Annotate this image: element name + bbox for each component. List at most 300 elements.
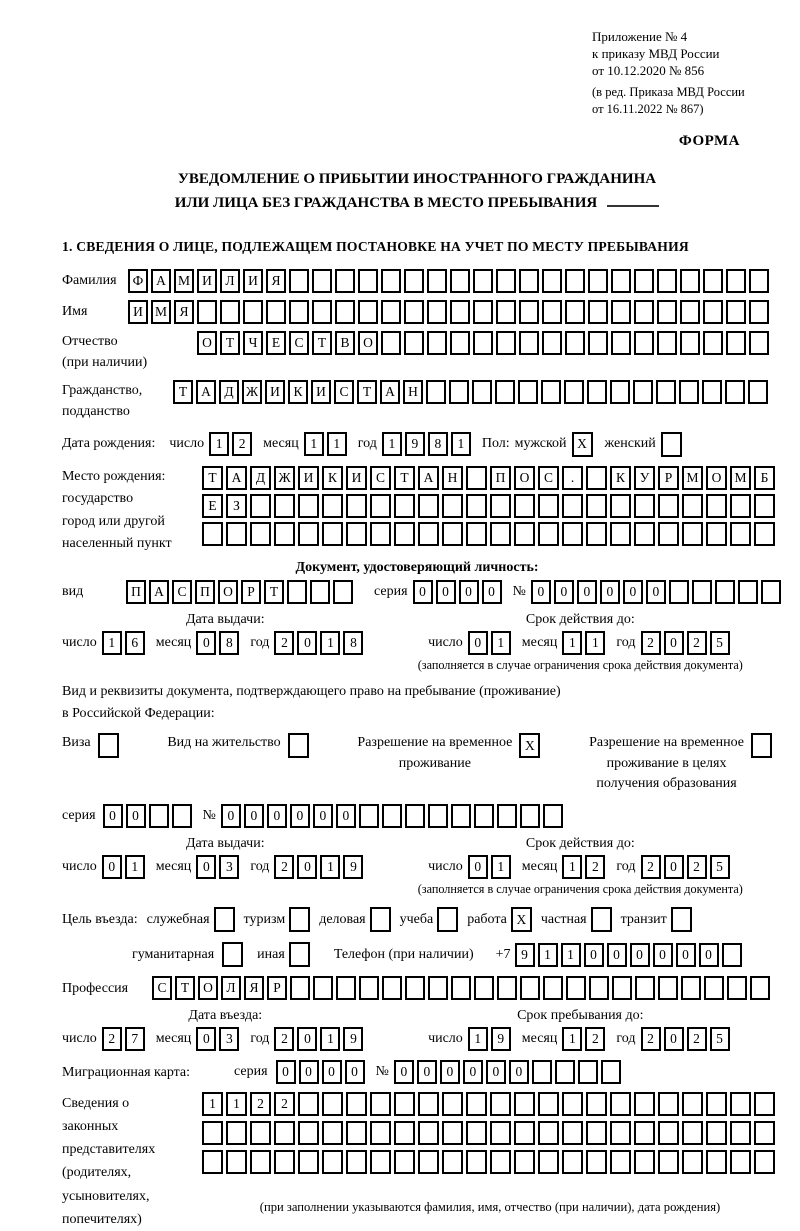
issue-year-input[interactable] — [274, 631, 366, 655]
char-cell[interactable] — [322, 494, 343, 518]
char-cell[interactable]: О — [706, 466, 727, 490]
char-cell[interactable] — [680, 331, 700, 355]
char-cell[interactable]: 0 — [440, 1060, 460, 1084]
char-cell[interactable] — [750, 976, 770, 1000]
issue-day-input[interactable] — [102, 631, 148, 655]
char-cell[interactable] — [634, 494, 655, 518]
char-cell[interactable] — [761, 580, 781, 604]
char-cell[interactable]: Б — [754, 466, 775, 490]
char-cell[interactable]: 2 — [641, 855, 661, 879]
char-cell[interactable]: 8 — [343, 631, 363, 655]
char-cell[interactable] — [730, 1092, 751, 1116]
char-cell[interactable] — [754, 522, 775, 546]
char-cell[interactable]: Д — [219, 380, 239, 404]
char-cell[interactable]: 1 — [226, 1092, 247, 1116]
representatives-input-row2[interactable] — [202, 1121, 778, 1145]
char-cell[interactable] — [730, 522, 751, 546]
char-cell[interactable] — [442, 1121, 463, 1145]
char-cell[interactable] — [682, 494, 703, 518]
char-cell[interactable]: К — [288, 380, 308, 404]
char-cell[interactable] — [266, 300, 286, 324]
char-cell[interactable]: 0 — [417, 1060, 437, 1084]
char-cell[interactable] — [427, 269, 447, 293]
char-cell[interactable] — [519, 300, 539, 324]
char-cell[interactable]: Т — [394, 466, 415, 490]
char-cell[interactable]: 0 — [126, 804, 146, 828]
char-cell[interactable]: А — [151, 269, 171, 293]
char-cell[interactable] — [322, 1092, 343, 1116]
char-cell[interactable] — [490, 522, 511, 546]
char-cell[interactable] — [490, 1092, 511, 1116]
char-cell[interactable] — [442, 522, 463, 546]
char-cell[interactable] — [274, 522, 295, 546]
char-cell[interactable]: И — [265, 380, 285, 404]
char-cell[interactable] — [226, 1121, 247, 1145]
char-cell[interactable]: У — [634, 466, 655, 490]
char-cell[interactable] — [726, 269, 746, 293]
char-cell[interactable] — [250, 522, 271, 546]
char-cell[interactable] — [514, 1150, 535, 1174]
char-cell[interactable] — [657, 300, 677, 324]
char-cell[interactable] — [562, 1092, 583, 1116]
char-cell[interactable]: 0 — [413, 580, 433, 604]
char-cell[interactable]: Р — [267, 976, 287, 1000]
char-cell[interactable] — [404, 300, 424, 324]
char-cell[interactable]: Р — [658, 466, 679, 490]
char-cell[interactable]: С — [370, 466, 391, 490]
char-cell[interactable] — [418, 522, 439, 546]
char-cell[interactable]: 0 — [267, 804, 287, 828]
char-cell[interactable] — [202, 1121, 223, 1145]
char-cell[interactable] — [418, 1150, 439, 1174]
char-cell[interactable] — [610, 380, 630, 404]
char-cell[interactable] — [335, 269, 355, 293]
char-cell[interactable]: 0 — [463, 1060, 483, 1084]
char-cell[interactable] — [538, 1150, 559, 1174]
char-cell[interactable]: 2 — [102, 1027, 122, 1051]
char-cell[interactable] — [450, 331, 470, 355]
char-cell[interactable] — [418, 494, 439, 518]
char-cell[interactable]: 1 — [304, 432, 324, 456]
char-cell[interactable] — [312, 269, 332, 293]
char-cell[interactable] — [703, 300, 723, 324]
char-cell[interactable] — [312, 300, 332, 324]
char-cell[interactable]: О — [514, 466, 535, 490]
residence-issue-year-input[interactable] — [274, 855, 366, 879]
char-cell[interactable]: 7 — [125, 1027, 145, 1051]
char-cell[interactable] — [466, 466, 487, 490]
char-cell[interactable] — [658, 522, 679, 546]
char-cell[interactable] — [514, 494, 535, 518]
char-cell[interactable] — [754, 1121, 775, 1145]
char-cell[interactable] — [496, 300, 516, 324]
char-cell[interactable] — [370, 1121, 391, 1145]
entry-year-input[interactable] — [274, 1027, 366, 1051]
char-cell[interactable] — [680, 300, 700, 324]
char-cell[interactable] — [370, 1092, 391, 1116]
char-cell[interactable] — [451, 804, 471, 828]
char-cell[interactable] — [588, 269, 608, 293]
char-cell[interactable] — [722, 943, 742, 967]
char-cell[interactable] — [381, 269, 401, 293]
char-cell[interactable] — [611, 331, 631, 355]
char-cell[interactable]: 2 — [250, 1092, 271, 1116]
char-cell[interactable]: 0 — [577, 580, 597, 604]
char-cell[interactable] — [202, 1150, 223, 1174]
char-cell[interactable]: 0 — [584, 943, 604, 967]
char-cell[interactable] — [726, 331, 746, 355]
char-cell[interactable]: 0 — [313, 804, 333, 828]
char-cell[interactable]: Т — [220, 331, 240, 355]
char-cell[interactable] — [518, 380, 538, 404]
char-cell[interactable] — [474, 804, 494, 828]
char-cell[interactable]: Я — [174, 300, 194, 324]
char-cell[interactable] — [298, 522, 319, 546]
char-cell[interactable]: Т — [173, 380, 193, 404]
char-cell[interactable]: 1 — [491, 855, 511, 879]
char-cell[interactable]: 1 — [209, 432, 229, 456]
char-cell[interactable]: 2 — [585, 1027, 605, 1051]
char-cell[interactable] — [358, 300, 378, 324]
char-cell[interactable] — [381, 300, 401, 324]
char-cell[interactable]: С — [152, 976, 172, 1000]
char-cell[interactable]: О — [197, 331, 217, 355]
char-cell[interactable] — [611, 300, 631, 324]
char-cell[interactable] — [519, 269, 539, 293]
char-cell[interactable]: Т — [202, 466, 223, 490]
char-cell[interactable] — [564, 380, 584, 404]
purpose-humanitarian-checkbox[interactable] — [222, 942, 243, 967]
char-cell[interactable] — [586, 466, 607, 490]
char-cell[interactable] — [610, 494, 631, 518]
char-cell[interactable] — [543, 976, 563, 1000]
char-cell[interactable] — [359, 804, 379, 828]
char-cell[interactable]: 0 — [646, 580, 666, 604]
char-cell[interactable] — [520, 976, 540, 1000]
purpose-work-checkbox[interactable]: X — [511, 907, 532, 932]
char-cell[interactable]: 1 — [585, 631, 605, 655]
char-cell[interactable] — [250, 494, 271, 518]
representatives-input-row1[interactable] — [202, 1092, 778, 1116]
sex-male-checkbox[interactable]: X — [572, 432, 593, 457]
option-temp-residence-edu-checkbox[interactable] — [751, 733, 772, 758]
char-cell[interactable] — [680, 269, 700, 293]
char-cell[interactable]: 8 — [219, 631, 239, 655]
sex-female-checkbox[interactable] — [661, 432, 682, 457]
char-cell[interactable]: 1 — [320, 855, 340, 879]
char-cell[interactable]: 0 — [664, 1027, 684, 1051]
char-cell[interactable] — [298, 1150, 319, 1174]
char-cell[interactable]: 0 — [653, 943, 673, 967]
char-cell[interactable]: 0 — [297, 631, 317, 655]
char-cell[interactable] — [450, 300, 470, 324]
char-cell[interactable]: 0 — [322, 1060, 342, 1084]
char-cell[interactable] — [532, 1060, 552, 1084]
char-cell[interactable]: 0 — [297, 1027, 317, 1051]
char-cell[interactable] — [706, 494, 727, 518]
entry-month-input[interactable] — [196, 1027, 242, 1051]
profession-input[interactable] — [152, 976, 773, 1000]
birthdate-month-input[interactable] — [304, 432, 350, 456]
char-cell[interactable] — [226, 522, 247, 546]
char-cell[interactable]: 1 — [561, 943, 581, 967]
char-cell[interactable] — [496, 331, 516, 355]
char-cell[interactable]: А — [418, 466, 439, 490]
char-cell[interactable] — [681, 976, 701, 1000]
char-cell[interactable]: 1 — [320, 1027, 340, 1051]
char-cell[interactable]: 0 — [623, 580, 643, 604]
char-cell[interactable] — [610, 1121, 631, 1145]
char-cell[interactable] — [490, 1121, 511, 1145]
char-cell[interactable]: Н — [403, 380, 423, 404]
char-cell[interactable] — [706, 522, 727, 546]
char-cell[interactable] — [514, 1121, 535, 1145]
char-cell[interactable]: 2 — [274, 1027, 294, 1051]
char-cell[interactable]: 0 — [345, 1060, 365, 1084]
birthplace-input-row3[interactable] — [202, 522, 778, 546]
char-cell[interactable] — [586, 1092, 607, 1116]
char-cell[interactable] — [634, 331, 654, 355]
citizenship-input[interactable] — [173, 380, 771, 404]
char-cell[interactable] — [682, 522, 703, 546]
char-cell[interactable] — [322, 522, 343, 546]
residence-issue-month-input[interactable] — [196, 855, 242, 879]
char-cell[interactable]: Р — [241, 580, 261, 604]
char-cell[interactable]: 2 — [274, 631, 294, 655]
char-cell[interactable]: 9 — [343, 855, 363, 879]
char-cell[interactable] — [497, 804, 517, 828]
option-residence-permit-checkbox[interactable] — [288, 733, 309, 758]
char-cell[interactable] — [172, 804, 192, 828]
char-cell[interactable] — [610, 1150, 631, 1174]
char-cell[interactable]: 0 — [394, 1060, 414, 1084]
char-cell[interactable]: С — [538, 466, 559, 490]
char-cell[interactable]: 1 — [327, 432, 347, 456]
char-cell[interactable] — [394, 1092, 415, 1116]
char-cell[interactable]: А — [149, 580, 169, 604]
char-cell[interactable] — [449, 380, 469, 404]
char-cell[interactable] — [565, 300, 585, 324]
char-cell[interactable]: З — [226, 494, 247, 518]
char-cell[interactable] — [405, 804, 425, 828]
char-cell[interactable]: 1 — [202, 1092, 223, 1116]
char-cell[interactable] — [656, 380, 676, 404]
char-cell[interactable]: И — [197, 269, 217, 293]
char-cell[interactable] — [298, 1092, 319, 1116]
char-cell[interactable] — [635, 976, 655, 1000]
char-cell[interactable]: 1 — [102, 631, 122, 655]
char-cell[interactable] — [428, 804, 448, 828]
char-cell[interactable] — [346, 1150, 367, 1174]
char-cell[interactable]: 0 — [664, 631, 684, 655]
char-cell[interactable]: 0 — [676, 943, 696, 967]
char-cell[interactable] — [333, 580, 353, 604]
char-cell[interactable] — [754, 1150, 775, 1174]
char-cell[interactable]: 2 — [232, 432, 252, 456]
char-cell[interactable]: 0 — [436, 580, 456, 604]
char-cell[interactable] — [634, 1092, 655, 1116]
char-cell[interactable] — [466, 522, 487, 546]
char-cell[interactable] — [490, 494, 511, 518]
char-cell[interactable] — [427, 300, 447, 324]
char-cell[interactable] — [394, 522, 415, 546]
expiry-year-input[interactable] — [641, 631, 733, 655]
char-cell[interactable] — [274, 494, 295, 518]
char-cell[interactable]: 1 — [382, 432, 402, 456]
char-cell[interactable]: 1 — [562, 855, 582, 879]
char-cell[interactable]: 5 — [710, 631, 730, 655]
char-cell[interactable] — [336, 976, 356, 1000]
char-cell[interactable] — [220, 300, 240, 324]
char-cell[interactable] — [555, 1060, 575, 1084]
birthplace-input-row2[interactable] — [202, 494, 778, 518]
char-cell[interactable]: 1 — [451, 432, 471, 456]
char-cell[interactable] — [562, 522, 583, 546]
residence-issue-day-input[interactable] — [102, 855, 148, 879]
char-cell[interactable] — [474, 976, 494, 1000]
char-cell[interactable] — [404, 269, 424, 293]
char-cell[interactable] — [466, 1121, 487, 1145]
stay-year-input[interactable] — [641, 1027, 733, 1051]
char-cell[interactable] — [426, 380, 446, 404]
char-cell[interactable]: Я — [266, 269, 286, 293]
char-cell[interactable] — [226, 1150, 247, 1174]
char-cell[interactable] — [578, 1060, 598, 1084]
char-cell[interactable]: 2 — [274, 1092, 295, 1116]
char-cell[interactable]: Л — [221, 976, 241, 1000]
char-cell[interactable]: 0 — [299, 1060, 319, 1084]
char-cell[interactable] — [633, 380, 653, 404]
char-cell[interactable] — [562, 1121, 583, 1145]
birthdate-year-input[interactable] — [382, 432, 474, 456]
char-cell[interactable]: 0 — [244, 804, 264, 828]
char-cell[interactable] — [738, 580, 758, 604]
char-cell[interactable] — [703, 269, 723, 293]
char-cell[interactable] — [520, 804, 540, 828]
char-cell[interactable] — [730, 494, 751, 518]
char-cell[interactable] — [473, 300, 493, 324]
char-cell[interactable] — [588, 300, 608, 324]
migration-number-input[interactable] — [394, 1060, 624, 1084]
char-cell[interactable] — [692, 580, 712, 604]
char-cell[interactable] — [370, 494, 391, 518]
char-cell[interactable] — [634, 522, 655, 546]
char-cell[interactable] — [322, 1150, 343, 1174]
char-cell[interactable] — [490, 1150, 511, 1174]
char-cell[interactable] — [322, 1121, 343, 1145]
char-cell[interactable] — [658, 1121, 679, 1145]
representatives-input-row3[interactable] — [202, 1150, 778, 1174]
char-cell[interactable] — [589, 976, 609, 1000]
phone-input[interactable] — [515, 943, 745, 967]
char-cell[interactable]: 0 — [509, 1060, 529, 1084]
char-cell[interactable] — [658, 494, 679, 518]
char-cell[interactable] — [538, 1121, 559, 1145]
purpose-business-checkbox[interactable] — [370, 907, 391, 932]
char-cell[interactable]: А — [196, 380, 216, 404]
char-cell[interactable] — [538, 522, 559, 546]
char-cell[interactable] — [726, 300, 746, 324]
char-cell[interactable]: Ч — [243, 331, 263, 355]
char-cell[interactable] — [634, 269, 654, 293]
char-cell[interactable]: 0 — [600, 580, 620, 604]
char-cell[interactable] — [541, 380, 561, 404]
char-cell[interactable]: 0 — [468, 855, 488, 879]
char-cell[interactable]: 9 — [405, 432, 425, 456]
stay-day-input[interactable] — [468, 1027, 514, 1051]
char-cell[interactable] — [298, 1121, 319, 1145]
char-cell[interactable]: 0 — [276, 1060, 296, 1084]
char-cell[interactable] — [442, 1150, 463, 1174]
char-cell[interactable]: 0 — [486, 1060, 506, 1084]
char-cell[interactable] — [427, 331, 447, 355]
char-cell[interactable]: М — [730, 466, 751, 490]
option-visa-checkbox[interactable] — [98, 733, 119, 758]
char-cell[interactable] — [715, 580, 735, 604]
char-cell[interactable]: С — [289, 331, 309, 355]
char-cell[interactable] — [706, 1121, 727, 1145]
char-cell[interactable]: 2 — [585, 855, 605, 879]
char-cell[interactable]: 0 — [221, 804, 241, 828]
char-cell[interactable] — [611, 269, 631, 293]
migration-series-input[interactable] — [276, 1060, 368, 1084]
char-cell[interactable] — [749, 300, 769, 324]
char-cell[interactable]: П — [490, 466, 511, 490]
option-temp-residence-checkbox[interactable]: X — [519, 733, 540, 758]
char-cell[interactable]: Ф — [128, 269, 148, 293]
char-cell[interactable]: 1 — [491, 631, 511, 655]
char-cell[interactable] — [418, 1092, 439, 1116]
char-cell[interactable]: 5 — [710, 855, 730, 879]
birthdate-day-input[interactable] — [209, 432, 255, 456]
char-cell[interactable] — [586, 494, 607, 518]
char-cell[interactable]: . — [562, 466, 583, 490]
char-cell[interactable] — [346, 1121, 367, 1145]
char-cell[interactable] — [346, 1092, 367, 1116]
char-cell[interactable]: 1 — [538, 943, 558, 967]
char-cell[interactable]: 1 — [468, 1027, 488, 1051]
char-cell[interactable] — [727, 976, 747, 1000]
char-cell[interactable] — [466, 1150, 487, 1174]
residence-number-input[interactable] — [221, 804, 566, 828]
char-cell[interactable] — [658, 1150, 679, 1174]
char-cell[interactable] — [587, 380, 607, 404]
char-cell[interactable]: 0 — [297, 855, 317, 879]
doc-number-input[interactable] — [531, 580, 784, 604]
char-cell[interactable] — [704, 976, 724, 1000]
char-cell[interactable] — [274, 1121, 295, 1145]
char-cell[interactable] — [382, 804, 402, 828]
char-cell[interactable]: 2 — [641, 631, 661, 655]
char-cell[interactable] — [466, 494, 487, 518]
char-cell[interactable]: 0 — [336, 804, 356, 828]
char-cell[interactable] — [243, 300, 263, 324]
surname-input[interactable] — [128, 269, 772, 293]
char-cell[interactable] — [298, 494, 319, 518]
char-cell[interactable] — [197, 300, 217, 324]
char-cell[interactable] — [730, 1121, 751, 1145]
char-cell[interactable] — [538, 1092, 559, 1116]
birthplace-input-row1[interactable] — [202, 466, 778, 490]
char-cell[interactable] — [749, 269, 769, 293]
char-cell[interactable]: В — [335, 331, 355, 355]
char-cell[interactable] — [542, 269, 562, 293]
char-cell[interactable]: Т — [357, 380, 377, 404]
char-cell[interactable]: О — [358, 331, 378, 355]
char-cell[interactable] — [634, 1121, 655, 1145]
residence-expiry-year-input[interactable] — [641, 855, 733, 879]
char-cell[interactable] — [657, 269, 677, 293]
